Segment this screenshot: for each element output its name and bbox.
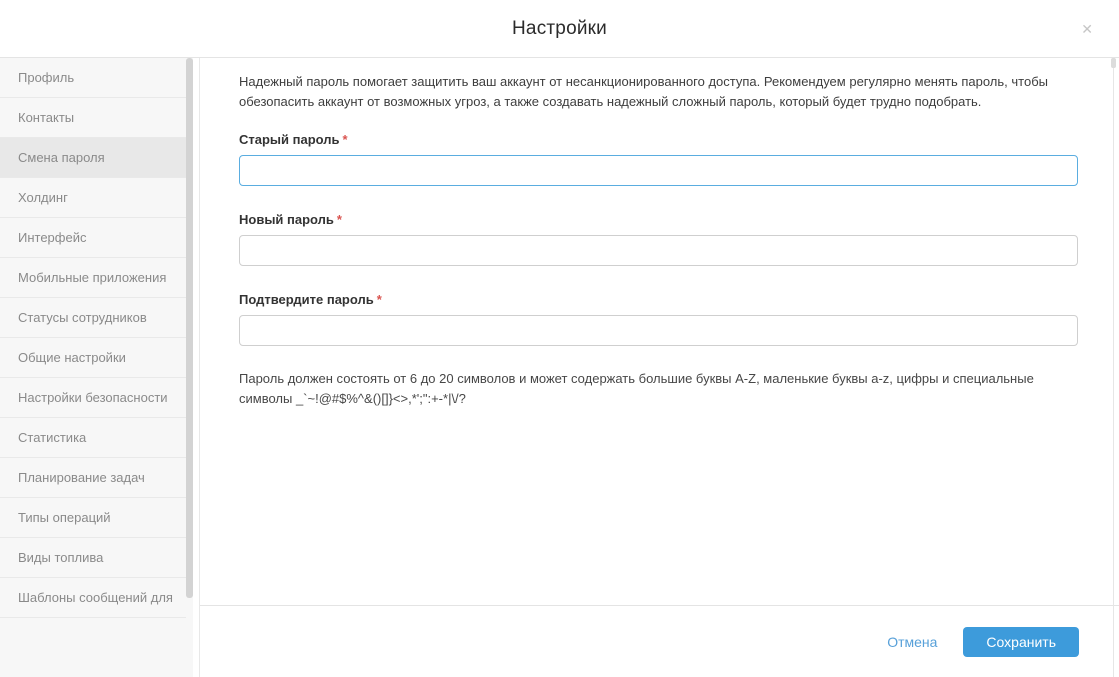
save-button[interactable]: Сохранить [963, 627, 1079, 657]
sidebar [0, 58, 199, 677]
sidebar-item-statistics[interactable]: Статистика [0, 418, 186, 458]
sidebar-item-fuel-types[interactable]: Виды топлива [0, 538, 186, 578]
required-asterisk: * [376, 292, 382, 307]
sidebar-item-message-templates[interactable]: Шаблоны сообщений для [0, 578, 186, 618]
sidebar-item-profile[interactable]: Профиль [0, 58, 186, 98]
new-password-input[interactable] [239, 235, 1078, 266]
content-scrollbar-track [1113, 58, 1114, 677]
dialog-footer [200, 605, 1119, 677]
sidebar-item-general-settings[interactable]: Общие настройки [0, 338, 186, 378]
dialog-title: Настройки [512, 17, 607, 39]
change-password-panel [200, 58, 1119, 605]
sidebar-items [0, 58, 186, 618]
old-password-input[interactable] [239, 155, 1078, 186]
sidebar-item-mobile-apps[interactable]: Мобильные приложения [0, 258, 186, 298]
sidebar-item-employee-statuses[interactable]: Статусы сотрудников [0, 298, 186, 338]
sidebar-item-change-password[interactable]: Смена пароля [0, 138, 186, 178]
required-asterisk: * [342, 132, 348, 147]
password-description-text: Надежный пароль помогает защитить ваш аккаунт от несанкционированного доступа. Рекомендуем регулярно менять пароль, чтобы обезопасить аккаунт от возможных угроз, а также создавать надежный сложный пароль, который будет трудно подобрать. [239, 74, 1048, 109]
sidebar-scrollbar-thumb[interactable] [186, 58, 193, 598]
close-icon[interactable]: ✕ [1081, 20, 1093, 37]
sidebar-item-operation-types[interactable]: Типы операций [0, 498, 186, 538]
dialog-body [0, 58, 1119, 677]
sidebar-item-holding[interactable]: Холдинг [0, 178, 186, 218]
dialog-header [0, 0, 1119, 58]
sidebar-item-task-planning[interactable]: Планирование задач [0, 458, 186, 498]
content-pane [199, 58, 1119, 677]
content-scrollbar-thumb[interactable] [1111, 58, 1116, 68]
new-password-label: Новый пароль * [239, 212, 342, 227]
sidebar-item-contacts[interactable]: Контакты [0, 98, 186, 138]
confirm-password-label: Подтвердите пароль * [239, 292, 382, 307]
sidebar-item-security-settings[interactable]: Настройки безопасности [0, 378, 186, 418]
sidebar-item-interface[interactable]: Интерфейс [0, 218, 186, 258]
required-asterisk: * [336, 212, 342, 227]
old-password-label: Старый пароль * [239, 132, 348, 147]
password-requirements-hint: Пароль должен состоять от 6 до 20 символов и может содержать большие буквы A-Z, маленькие буквы a-z, цифры и специальные символы _`~!@#$%^&()[]}<>,*';":+-*|\/? [239, 371, 1034, 406]
confirm-password-input[interactable] [239, 315, 1078, 346]
cancel-button[interactable]: Отмена [887, 633, 938, 650]
